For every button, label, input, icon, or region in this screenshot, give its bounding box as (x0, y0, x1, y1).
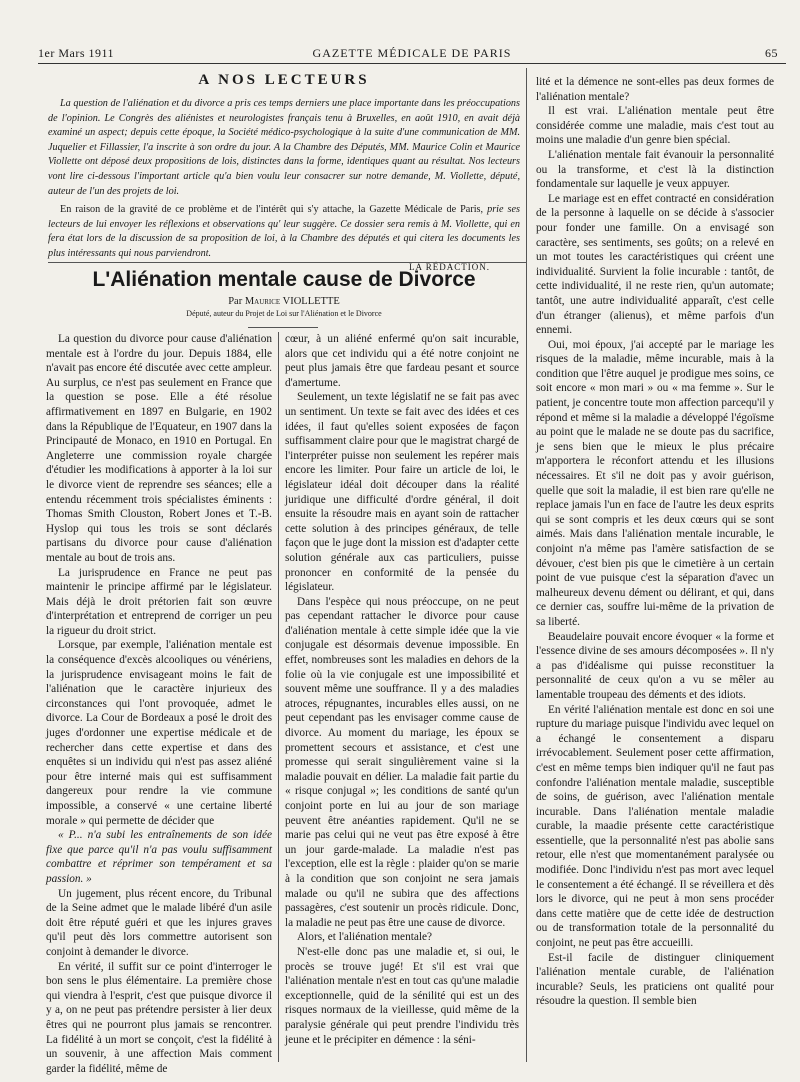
paragraph: La question du divorce pour cause d'aliénation mentale est à l'ordre du jour. Depuis 1884, elle n'avait pas encore été discutée avec cette ampleur. Au surplus, ce n'est pas seulement en France que la question se pose. Elle a été résolue affirmativement en 1897 en Bulgarie, en 1902 dans la République de l'Equateur, en 1907 dans la Principauté de Monaco, en 1910 en Portugal. En Angleterre une commission royale chargée d'étudier les modifications à apporter à la loi sur le divorce vient de reprendre ses séances; elle a entendu récemment trois spécialistes éminents : Thomas Smith Clouston, Robert Jones et T.-B. Hyslop qui tous les trois se sont déclarés partisans du divorce pour cause d'aliénation mentale au bout de trois ans. (46, 333, 272, 564)
paragraph: Un jugement, plus récent encore, du Tribunal de la Seine admet que le malade libéré d'un asile doit être réputé guéri et que les injures graves qu'il peut dès lors commettre autorisent son conjoint à demander le divorce. (46, 887, 272, 958)
paragraph: En vérité, il suffit sur ce point d'interroger le bon sens le plus élémentaire. La première chose qui viendra à l'esprit, c'est que puisque divorce il y a, on ne peut pas prétendre persister à lier deux êtres qui ne pourront plus jamais se rencontrer. La fidélité à un mort se conçoit, c'est la fidélité à un souvenir, à une affection Mais comment garder la fidélité, même de (46, 960, 272, 1075)
article-byline (48, 296, 520, 307)
column-rule (526, 338, 527, 1062)
paragraph: cœur, à un aliéné enfermé qu'on sait incurable, alors que cet individu qui a été notre conjoint ne peut plus jamais être que fardeau pesant et source d'amertume. (285, 333, 519, 389)
page-header (38, 46, 786, 64)
paragraph: Alors, et l'aliénation mentale? (297, 931, 433, 944)
paragraph: La jurisprudence en France ne peut pas maintenir le principe affirmé par le législateur. Mais déjà le droit prétorien fait son œuvre d'interprétation et entreprend de corriger un peu la rigueur du droit strict. (46, 566, 272, 637)
quotation: « P... n'a subi les entraînements de son idée fixe que parce qu'il n'a pas voulu suffisamment combattre et réprimer son tempérament et sa passion. » (46, 829, 272, 885)
paragraph: Seulement, un texte législatif ne se fait pas avec un sentiment. Un texte se fait avec des idées et ces idées, il faut qu'elles soient exposées de façon suffisamment claire pour que le magistrat chargé de l'interpréter puisse non seulement les repérer mais encore les limiter. Pour faire un article de loi, le législateur idéal doit découper dans la réalité juridique une difficulté d'ordre général, il doit ensuite la résoudre mais en ayant soin de rattacher cette solution à des principes généraux, de telle façon que le juge dont la mission est d'adapter cette solution générale aux cas particuliers, puisse prononcer en conformité de la pensée du législateur. (285, 391, 519, 594)
article-column-3 (536, 75, 774, 1009)
paragraph: Il est vrai. L'aliénation mentale peut être considérée comme une maladie, mais c'est tout au moins une maladie d'un genre bien spécial. (536, 105, 774, 147)
page-number: 65 (765, 46, 778, 60)
author-role: Député, auteur du Projet de Loi sur l'Aliénation et le Divorce (186, 309, 382, 318)
header-rule (38, 63, 786, 64)
article-author: Maurice VIOLLETTE (244, 296, 340, 307)
byline-rule (248, 327, 318, 328)
paragraph: lité et la démence ne sont-elles pas deux formes de l'aliénation mentale? (536, 76, 774, 103)
paragraph: Dans l'espèce qui nous préoccupe, on ne peut pas cependant rattacher le divorce pour cause d'aliénation mentale à cette simple idée que la vie conjugale est désormais devenue impossible. En effet, nombreuses sont les maladies en dehors de la folie où la vie conjugale est une impossibilité et souvent même une souffrance. Il y a des maladies atroces, répugnantes, incurables elles aussi, on ne peut cependant pas les envisager comme cause de divorce. Au moment du mariage, les époux se promettent secours et assistance, et c'est une promesse qui serait singulièrement vaine si la maladie pouvait en délier. La maladie fait partie du « risque conjugal »; les conditions de santé qu'un conjoint porte en lui au jour de son mariage peuvent être anéanties rapidement. Qu'il ne se marie pas celui qui ne veut pas être exposé à être un jour garde-malade. La maladie n'est pas l'exception, elle est la règle : plaider qu'on se marie à la condition que son conjoint ne sera jamais malade ou qu'il ne subira que des affections passagères, c'est soutenir un procès ridicule. Donc, la maladie ne peut pas être une cause de divorce. (285, 595, 519, 929)
journal-title: GAZETTE MÉDICALE DE PARIS (312, 46, 512, 60)
article-title: L'Aliénation mentale cause de Divorce (92, 268, 476, 291)
paragraph: Oui, moi époux, j'ai accepté par le mariage les risques de la maladie, même incurable, mais à la condition que l'être auquel je prodigue mes soins, ce soit encore « mon mari » ou « ma femme ». Sur le patient, je concentre toute mon affection parcequ'il y répond et même si la maladie a développé l'égoïsme au point que le malade ne se doute pas du sacrifice, je sens bien que le mieux le plus précaire m'apportera le réconfort attendu et les illusions nécessaires. Et s'il ne doit pas y avoir guérison, quelle que soit la maladie, il est bien rare qu'elle ne replace jamais l'un en face de l'autre les deux esprits qui se sont compris et les deux cœurs qui se sont aimés. Mais dans l'aliénation mentale incurable, le conjoint n'a même pas l'amère satisfaction de se dévouer, c'est bien pis que le cimetière à un certain point de vue puisque c'est la séparation d'avec un malheureux devenu dément ou délirant, et qui, dans ce dernier cas, souffre lui-même de la privation de sa liberté. (536, 338, 774, 628)
column-rule-top (526, 68, 527, 338)
notice-title: A NOS LECTEURS (198, 72, 370, 88)
notice-signature: LA RÉDACTION. (409, 261, 490, 272)
article-column-1 (46, 332, 272, 1076)
paragraph: Le mariage est en effet contracté en considération de la personne à laquelle on se décide à s'associer pour fonder une famille. On a envisagé son caractère, ses sentiments, ses goûts; on a relevé en un mot toutes les caractéristiques qui créent une individualité. Survient la folie incurable : tantôt, de cette individualité, il ne reste rien, qu'un automate; tantôt, une autre individualité apparaît, c'est celle d'un étranger (alienus), et même parfois d'un ennemi. (536, 192, 774, 337)
column-rule (278, 332, 279, 1062)
notice-box (48, 68, 520, 272)
notice-paragraph-2 (48, 203, 520, 261)
paragraph: Beaudelaire pouvait encore évoquer « la forme et l'essence divine de ses amours décomposées ». Il n'y a pas d'idéalisme qui puisse reconstituer la personnalité de ceux qu'on a vu se mêler au lamentable troupeau des déments et des idiots. (536, 630, 774, 701)
issue-date: 1er Mars 1911 (38, 46, 115, 60)
paragraph: N'est-elle donc pas une maladie et, si oui, le procès se trouve jugé! Et s'il est vrai que l'aliénation mentale n'est en tout cas qu'une maladie exceptionnelle, quid de la sénilité qui est un des risques normaux de la vieillesse, quid même de la paralysie générale qui peut prendre l'individu très jeune et le précipiter en démence : la séni- (285, 945, 519, 1046)
notice-para2-a: En raison de la gravité de ce problème et de l'intérêt qui s'y attache, la Gazette Médicale de Paris, (60, 204, 484, 216)
paragraph: En vérité l'aliénation mentale est donc en soi une rupture du mariage puisque l'individu avec lequel on a échangé le consentement a disparu irrévocablement. Seulement poser cette affirmation, c'est en même temps bien indiquer qu'il ne faut pas confondre l'aliénation mentale maladie, susceptible de soins, de guérison, avec l'aliénation mentale incurable. Dans l'aliénation mentale maladie curable, la maadie présente cette caractéristique essentielle, que la personnalité n'est pas abolie sans retour, elle n'est que momentanément paralysée ou modifiée. Donc l'individu n'est pas mort avec lequel le consentement a été échangé. Il se réveillera et dès lors le divorce, qui ne peut à mon sens procéder dans cette matière que de cette idée de destruction ou de transformation totale de la personnalité du conjoint, ne peut pas être accueilli. (536, 703, 774, 950)
article-column-2 (285, 332, 519, 1047)
notice-rule (48, 262, 526, 263)
byline-par: Par (228, 296, 243, 307)
notice-para2-b: prie ses lecteurs de lui envoyer les réflexions et observations qu' leur suggère. Ce dossier sera remis à M. Viollette, qui en fera état lors de la discussion de sa proposition de loi, à la Chambre des députés et qui citera les documents les plus intéressants qui nous parviendront. (48, 204, 521, 259)
paragraph: Lorsque, par exemple, l'aliénation mentale est la conséquence d'excès alcooliques ou vénériens, la jurisprudence envisageant moins le fait de l'aliénation que le caractère injurieux des circonstances qui l'ont provoquée, admet le divorce. La Cour de Bordeaux a posé le droit des juges d'ordonner une expertise médicale et de rechercher dans cette expertise et dans des enquêtes si un individu qui n'est pas assez aliéné pour être interné mais qui est suffisamment dangereux pour rendre la vie commune impossible, a conservé « une certaine liberté morale » qui permette de décider que (46, 639, 272, 827)
notice-paragraph: La question de l'aliénation et du divorce a pris ces temps derniers une place importante dans les préoccupations de l'opinion. Le Congrès des aliénistes et neurologistes français tenu à Bruxelles, en août 1910, en avait déjà examiné un aspect; depuis cette époque, la Société médico-psychologique à la suite d'une communication de MM. Juquelier et Fillassier, l'a inscrite à son ordre du jour. A la Chambre des Députés, MM. Maurice Colin et Maurice Viollette ont déposé deux propositions de lois, distinctes dans la forme, identiques quant au résultat. Nos lecteurs vont lire ci-dessous l'important article qu'a bien voulu leur consacrer sur notre demande, M. Viollette, député, auteur de l'un des projets de loi. (48, 98, 520, 197)
paragraph: Est-il facile de distinguer cliniquement l'aliénation mentale curable, de l'aliénation incurable? Seuls, les praticiens ont qualité pour résoudre la question. Il semble bien (536, 951, 774, 1008)
paragraph: L'aliénation mentale fait évanouir la personnalité ou la transforme, et c'est là la distinction fondamentale sur laquelle je veux appuyer. (536, 148, 774, 191)
